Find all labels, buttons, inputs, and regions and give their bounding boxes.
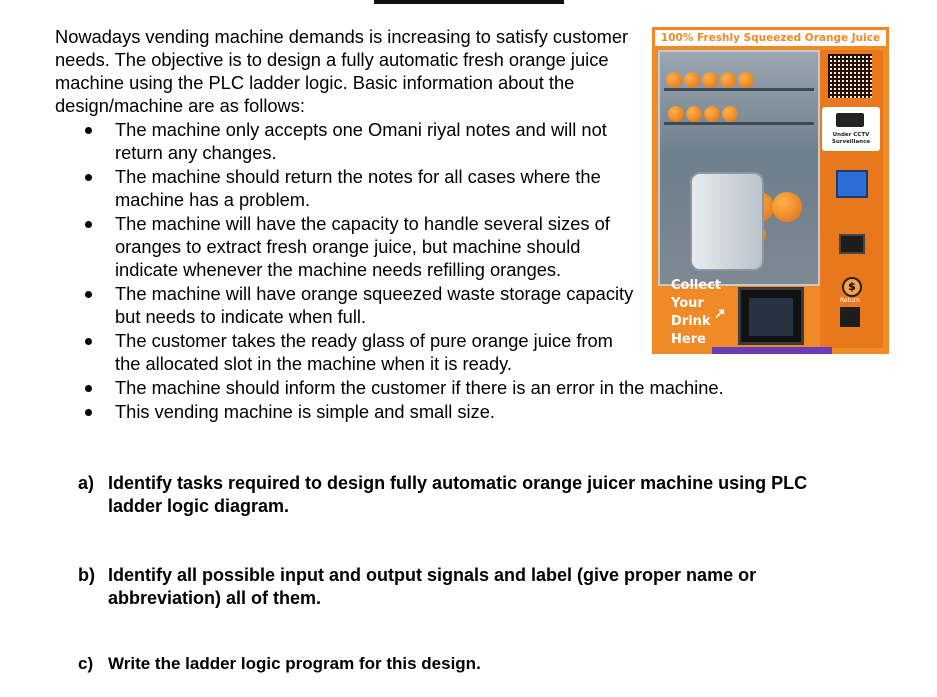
qr-code-icon — [828, 54, 872, 98]
orange-icon — [686, 106, 702, 122]
bullet-icon — [85, 385, 92, 392]
orange-icon — [668, 106, 684, 122]
note-slot — [839, 234, 865, 254]
bullet-icon — [85, 291, 92, 298]
orange-icon — [702, 72, 718, 88]
vending-machine-image — [652, 27, 889, 354]
list-item: The machine only accepts one Omani riyal notes and will not return any changes. — [82, 118, 802, 164]
top-edge-strip — [374, 0, 564, 4]
orange-icon — [704, 106, 720, 122]
return-label: Return — [840, 297, 860, 304]
question-a: a) Identify tasks required to design fully automatic orange juicer machine using PLC ladder logic diagram. — [78, 473, 808, 516]
cctv-sign: Under CCTV Surveillance — [822, 107, 880, 151]
list-item: This vending machine is simple and small size. — [82, 400, 802, 423]
machine-banner: 100% Freshly Squeezed Orange Juice — [655, 30, 886, 46]
juicer-chute — [690, 172, 764, 271]
orange-icon — [722, 106, 738, 122]
bullet-icon — [85, 127, 92, 134]
arrow-icon: ↗ — [714, 305, 726, 321]
orange-icon — [738, 72, 754, 88]
machine-window — [658, 50, 820, 286]
list-item: The machine should return the notes for all cases where the machine has a problem. — [82, 165, 802, 211]
coin-icon: $ — [842, 277, 862, 297]
orange-icon — [684, 72, 700, 88]
orange-icon — [666, 72, 682, 88]
question-b: b) Identify all possible input and output signals and label (give proper name or abbreviation) all of them. — [78, 565, 757, 608]
pickup-slot — [738, 287, 804, 345]
bullet-icon — [85, 338, 92, 345]
list-item: The machine will have orange squeezed waste storage capacity but needs to indicate when full. — [82, 282, 802, 328]
return-slot — [840, 307, 860, 327]
machine-base — [712, 347, 832, 354]
camera-icon — [836, 113, 864, 127]
orange-icon — [772, 192, 802, 222]
bullet-icon — [85, 221, 92, 228]
question-c: c) Write the ladder logic program for this design. — [78, 654, 481, 673]
bullet-icon — [85, 174, 92, 181]
pickup-slot-inner — [749, 298, 793, 336]
machine-screen — [836, 170, 868, 198]
list-item: The customer takes the ready glass of pure orange juice from the allocated slot in the machine when it is ready. — [82, 329, 802, 375]
shelf — [664, 88, 814, 91]
list-item: The machine will have the capacity to handle several sizes of oranges to extract fresh orange juice, but machine should indicate whenever the machine needs refilling oranges. — [82, 212, 802, 281]
intro-paragraph: Nowadays vending machine demands is increasing to satisfy customer needs. The objective is to design a fully automatic fresh orange juice machine using the PLC ladder logic. Basic information about the design/machine are as follows: — [55, 26, 629, 116]
bullet-icon — [85, 409, 92, 416]
orange-icon — [720, 72, 736, 88]
shelf — [664, 122, 814, 125]
collect-text: Collect Your Drink Here — [671, 278, 722, 347]
list-item: The machine should inform the customer if there is an error in the machine. — [82, 376, 802, 399]
